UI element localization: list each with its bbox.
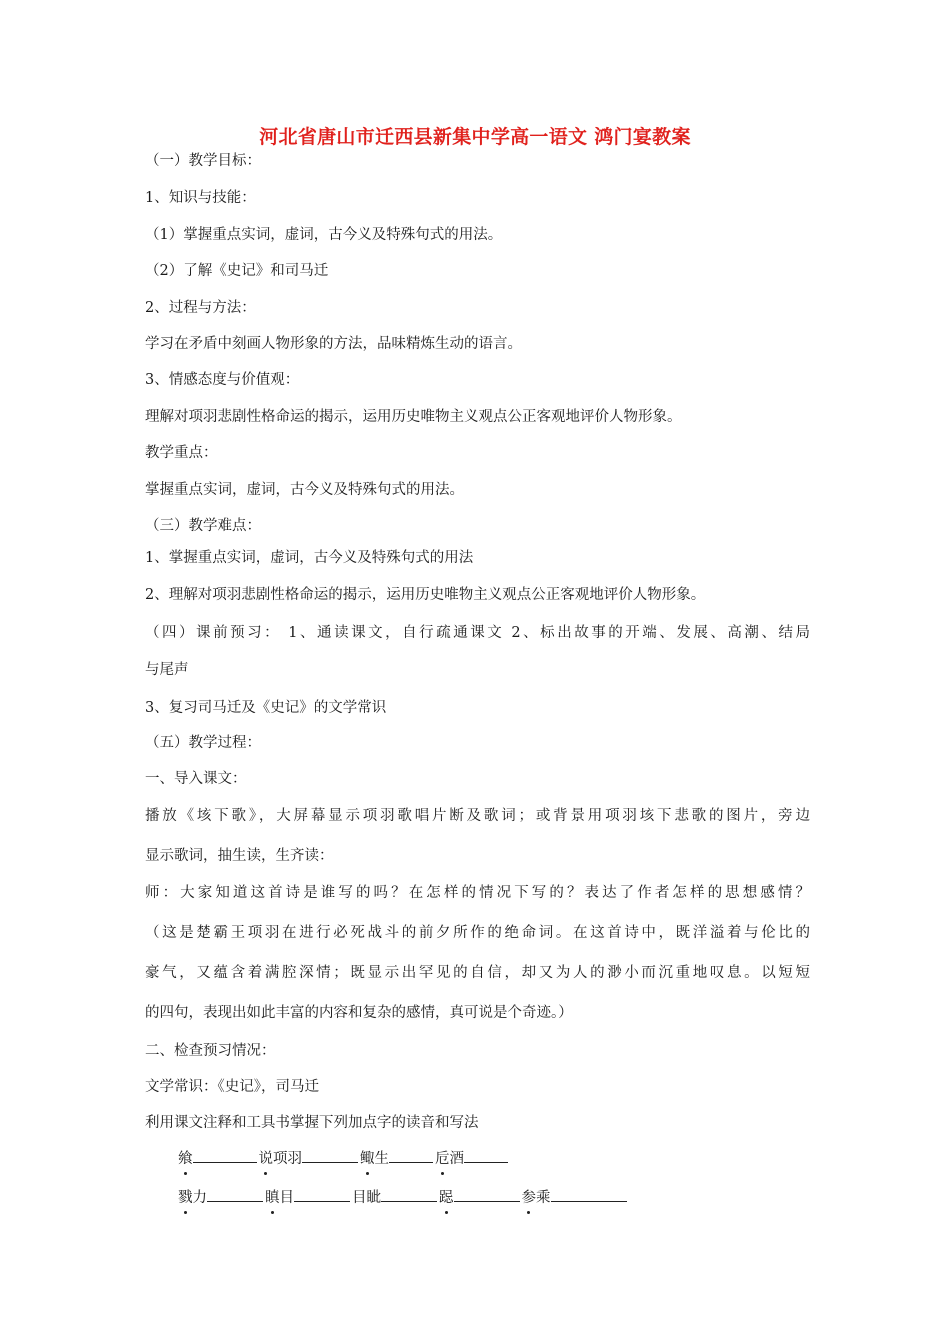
vocab-text: 项羽 xyxy=(273,1151,302,1167)
text-line: 理解对项羽悲剧性格命运的揭示，运用历史唯物主义观点公正客观地评价人物形象。 xyxy=(145,409,682,425)
text-line: 2、理解对项羽悲剧性格命运的揭示，运用历史唯物主义观点公正客观地评价人物形象。 xyxy=(145,587,706,603)
text-line: 2、过程与方法： xyxy=(145,300,256,316)
text-line: 显示歌词，抽生读，生齐读： xyxy=(145,848,334,864)
text-line: 豪气，又蕴含着满腔深情；既显示出罕见的自信，却又为人的渺小而沉重地叹息。以短短 xyxy=(145,965,810,981)
text-line: （这是楚霸王项羽在进行必死战斗的前夕所作的绝命词。在这首诗中，既洋溢着与伦比的 xyxy=(145,925,810,941)
vocab-text: 目 xyxy=(279,1190,294,1206)
dotted-char: 跽 xyxy=(439,1190,454,1206)
text-line: 掌握重点实词，虚词，古今义及特殊句式的用法。 xyxy=(145,482,464,498)
vocab-row xyxy=(178,1187,843,1208)
text-line: 1、掌握重点实词，虚词，古今义及特殊句式的用法 xyxy=(145,550,474,566)
answer-blank[interactable] xyxy=(454,1187,520,1202)
vocab-row xyxy=(178,1148,843,1169)
dotted-char: 说 xyxy=(258,1151,273,1167)
dotted-char: 参 xyxy=(521,1190,536,1206)
text-line: 一、导入课文： xyxy=(145,771,247,787)
text-line: （四）课前预习： 1、通读课文，自行疏通课文 2、标出故事的开端、发展、高潮、结局 xyxy=(145,625,810,641)
text-line: 利用课文注释和工具书掌握下列加点字的读音和写法 xyxy=(145,1115,479,1131)
answer-blank[interactable] xyxy=(389,1148,433,1163)
text-line: 3、复习司马迁及《史记》的文学常识 xyxy=(145,700,387,716)
document-title: 河北省唐山市迁西县新集中学高一语文 鸿门宴教案 xyxy=(259,126,691,148)
text-line: 与尾声 xyxy=(145,662,189,678)
answer-blank[interactable] xyxy=(551,1187,627,1202)
text-line: 教学重点： xyxy=(145,445,218,461)
dotted-char: 飨 xyxy=(178,1151,193,1167)
vocab-text: 生 xyxy=(374,1151,389,1167)
text-line: 文学常识：《史记》，司马迁 xyxy=(145,1079,319,1095)
text-line: 播放《垓下歌》，大屏幕显示项羽歌唱片断及歌词；或背景用项羽垓下悲歌的图片，旁边 xyxy=(145,808,810,824)
answer-blank[interactable] xyxy=(294,1187,350,1202)
vocab-text: 酒 xyxy=(449,1151,464,1167)
text-line: 1、知识与技能： xyxy=(145,190,256,206)
dotted-char: 卮 xyxy=(435,1151,450,1167)
answer-blank[interactable] xyxy=(464,1148,508,1163)
text-line: 的四句，表现出如此丰富的内容和复杂的感情，真可说是个奇迹。） xyxy=(145,1005,573,1021)
text-line: 3、情感态度与价值观： xyxy=(145,372,300,388)
text-line: （一）教学目标： xyxy=(145,153,261,169)
text-line: （1）掌握重点实词，虚词，古今义及特殊句式的用法。 xyxy=(145,227,503,243)
answer-blank[interactable] xyxy=(193,1148,257,1163)
answer-blank[interactable] xyxy=(381,1187,437,1202)
answer-blank[interactable] xyxy=(302,1148,358,1163)
text-line: （五）教学过程： xyxy=(145,735,261,751)
dotted-char: 鲰 xyxy=(360,1151,375,1167)
text-line: （三）教学难点： xyxy=(145,518,261,534)
dotted-char: 戮 xyxy=(178,1190,193,1206)
answer-blank[interactable] xyxy=(207,1187,263,1202)
dotted-char: 瞋 xyxy=(265,1190,280,1206)
vocab-text: 乘 xyxy=(536,1190,551,1206)
text-line: 二、检查预习情况： xyxy=(145,1043,276,1059)
text-line: （2）了解《史记》和司马迁 xyxy=(145,263,329,279)
vocab-text: 力 xyxy=(192,1190,207,1206)
text-line: 学习在矛盾中刻画人物形象的方法，品味精炼生动的语言。 xyxy=(145,336,522,352)
vocab-text: 目眦 xyxy=(352,1190,381,1206)
text-line: 师：大家知道这首诗是谁写的吗？在怎样的情况下写的？表达了作者怎样的思想感情？ xyxy=(145,885,810,901)
